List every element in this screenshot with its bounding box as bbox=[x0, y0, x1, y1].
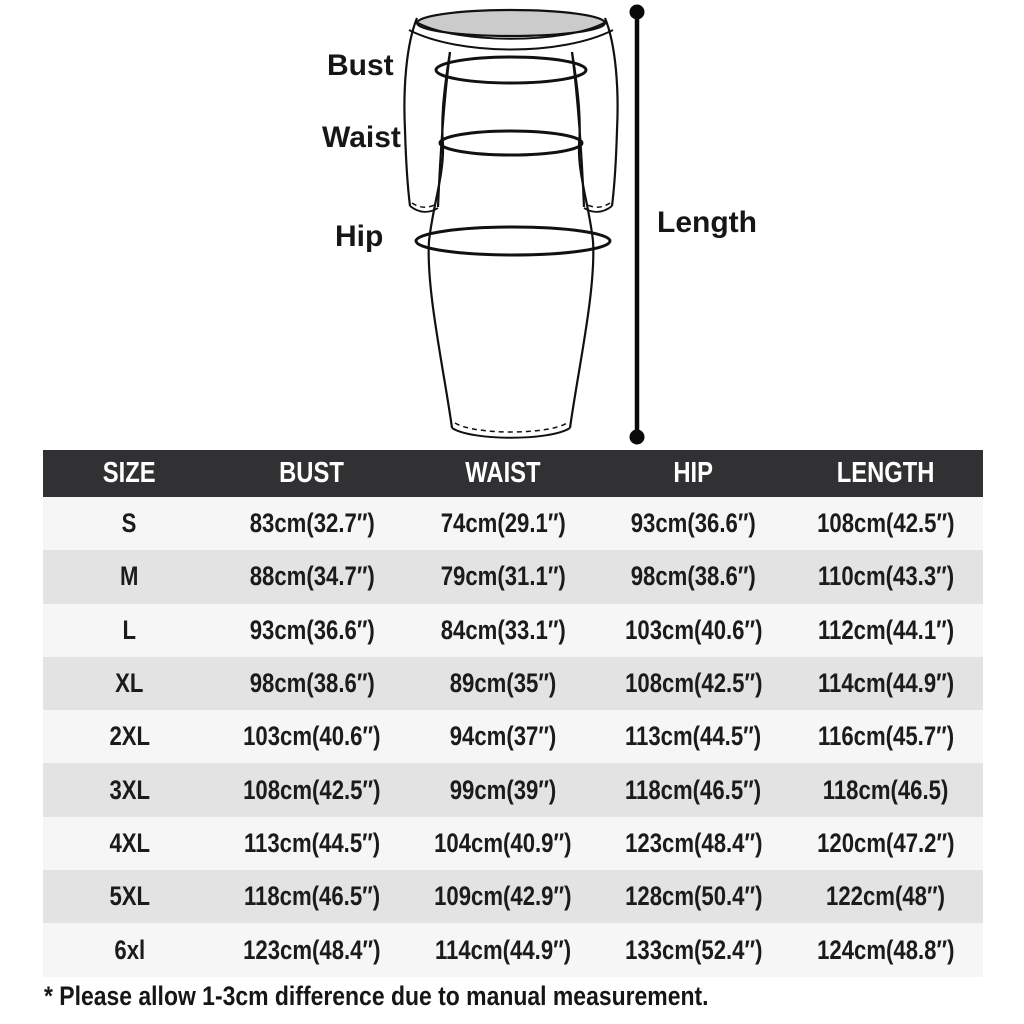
waist-ellipse bbox=[440, 131, 582, 155]
dress-sketch bbox=[0, 0, 1024, 450]
size-table bbox=[43, 450, 983, 977]
waist-cell: 84cm(33.1″) bbox=[440, 614, 566, 645]
waist-cell: 74cm(29.1″) bbox=[440, 508, 566, 539]
hip-cell: 133cm(52.4″) bbox=[624, 934, 763, 965]
bust-label: Bust bbox=[327, 49, 394, 82]
hip-cell: 113cm(44.5″) bbox=[625, 721, 762, 752]
waist-cell: 114cm(44.9″) bbox=[435, 934, 572, 965]
header-hip: HIP bbox=[673, 457, 714, 489]
bust-cell: 118cm(46.5″) bbox=[243, 881, 380, 912]
length-cell: 116cm(45.7″) bbox=[817, 721, 954, 752]
hip-cell: 123cm(48.4″) bbox=[624, 827, 763, 858]
table-row-3xl bbox=[43, 763, 983, 816]
header-length: LENGTH bbox=[836, 457, 935, 489]
waist-cell: 79cm(31.1″) bbox=[440, 561, 566, 592]
table-row-l bbox=[43, 604, 983, 657]
waist-cell: 89cm(35″) bbox=[449, 668, 557, 699]
size-table-body bbox=[43, 497, 983, 977]
bust-cell: 103cm(40.6″) bbox=[243, 721, 381, 752]
length-label: Length bbox=[657, 206, 757, 239]
hip-cell: 118cm(46.5″) bbox=[625, 774, 762, 805]
hip-cell: 98cm(38.6″) bbox=[630, 561, 756, 592]
measurement-footnote: * Please allow 1-3cm difference due to manual measurement. bbox=[44, 981, 709, 1011]
table-row-5xl bbox=[43, 870, 983, 923]
table-row-4xl bbox=[43, 817, 983, 870]
table-row-xl bbox=[43, 657, 983, 710]
table-row-m bbox=[43, 550, 983, 603]
table-row-6xl bbox=[43, 923, 983, 976]
bust-cell: 98cm(38.6″) bbox=[249, 668, 375, 699]
length-cell: 112cm(44.1″) bbox=[817, 614, 954, 645]
size-cell: 3XL bbox=[109, 774, 150, 805]
size-cell: 2XL bbox=[109, 721, 150, 752]
size-cell: 6xl bbox=[114, 934, 145, 965]
header-waist: WAIST bbox=[465, 457, 541, 489]
header-bust: BUST bbox=[279, 457, 345, 489]
waist-cell: 104cm(40.9″) bbox=[434, 827, 572, 858]
length-cell: 110cm(43.3″) bbox=[817, 561, 954, 592]
body-left-edge bbox=[429, 52, 452, 428]
length-cell: 108cm(42.5″) bbox=[816, 508, 955, 539]
length-cell: 124cm(48.8″) bbox=[816, 934, 955, 965]
bust-cell: 113cm(44.5″) bbox=[243, 827, 380, 858]
header-size: SIZE bbox=[103, 457, 156, 489]
bust-cell: 88cm(34.7″) bbox=[249, 561, 375, 592]
length-cell: 122cm(48″) bbox=[826, 881, 946, 912]
length-cell: 118cm(46.5) bbox=[822, 774, 949, 805]
body-right-edge bbox=[570, 52, 593, 428]
table-row-2xl bbox=[43, 710, 983, 763]
length-cell: 114cm(44.9″) bbox=[817, 668, 954, 699]
size-cell: 4XL bbox=[109, 827, 150, 858]
size-cell: M bbox=[120, 561, 139, 592]
hip-cell: 108cm(42.5″) bbox=[624, 668, 763, 699]
dress-measurement-diagram bbox=[0, 0, 1024, 450]
waist-cell: 109cm(42.9″) bbox=[434, 881, 572, 912]
size-cell: L bbox=[122, 614, 137, 645]
hip-ellipse bbox=[416, 227, 610, 255]
table-row-s bbox=[43, 497, 983, 550]
waist-label: Waist bbox=[322, 121, 401, 154]
bust-cell: 123cm(48.4″) bbox=[243, 934, 381, 965]
size-table-header bbox=[43, 450, 983, 497]
size-cell: S bbox=[122, 508, 137, 539]
bust-ellipse bbox=[436, 57, 586, 83]
waist-cell: 99cm(39″) bbox=[449, 774, 557, 805]
hip-label: Hip bbox=[335, 220, 384, 253]
size-cell: 5XL bbox=[109, 881, 150, 912]
hip-cell: 103cm(40.6″) bbox=[624, 614, 763, 645]
bust-cell: 108cm(42.5″) bbox=[243, 774, 381, 805]
bust-cell: 93cm(36.6″) bbox=[249, 614, 375, 645]
hip-cell: 128cm(50.4″) bbox=[624, 881, 763, 912]
length-cell: 120cm(47.2″) bbox=[816, 827, 955, 858]
waist-cell: 94cm(37″) bbox=[449, 721, 557, 752]
hip-cell: 93cm(36.6″) bbox=[630, 508, 756, 539]
size-cell: XL bbox=[115, 668, 144, 699]
bust-cell: 83cm(32.7″) bbox=[249, 508, 375, 539]
